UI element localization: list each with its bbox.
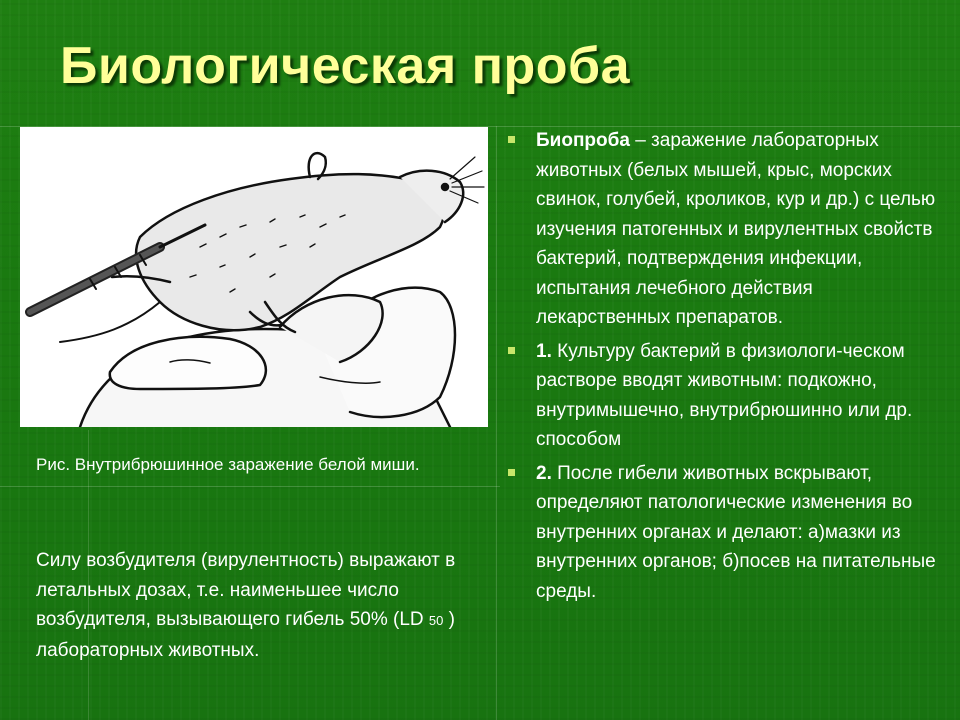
square-bullet-icon xyxy=(508,136,515,143)
bullet-item xyxy=(508,459,948,607)
bullet-item xyxy=(508,337,948,455)
virulence-paragraph xyxy=(36,546,476,665)
mouse-injection-drawing xyxy=(20,127,488,427)
bullet-text: После гибели животных вскрывают, определяют патологические изменения во внутренних органах и делают: а)мазки из внутренних органов; б)посев на питательные среды. xyxy=(536,462,936,602)
bullet-term: 2. xyxy=(536,462,552,484)
divider-line xyxy=(0,486,500,487)
bullet-text: Культуру бактерий в физиологи-ческом растворе вводят животным: подкожно, внутримышечно, внутрибрюшинно или др. способом xyxy=(536,340,913,450)
square-bullet-icon xyxy=(508,347,515,354)
divider-line xyxy=(496,126,497,720)
bullet-text: – заражение лабораторных животных (белых мышей, крыс, морских свинок, голубей, кроликов, кур и др.) с целью изучения патогенных и вирулентных свойств бактерий, подтверждения инфекции, испытания лечебного действия лекарственных препаратов. xyxy=(536,130,936,328)
bullet-term: Биопроба xyxy=(536,130,630,151)
bullet-term: 1. xyxy=(536,340,552,362)
figure-caption: Рис. Внутрибрюшинное заражение белой миши. xyxy=(36,455,420,474)
virulence-text-end: ) лабораторных животных. xyxy=(36,609,455,661)
bullet-list xyxy=(508,126,948,610)
ld-subscript: 50 xyxy=(428,613,444,628)
square-bullet-icon xyxy=(508,469,515,476)
slide-title: Биологическая проба xyxy=(60,37,631,95)
mouse-injection-illustration xyxy=(20,127,488,427)
virulence-text: Силу возбудителя (вирулентность) выражают в летальных дозах, т.е. наименьшее число возбудителя, вызывающего гибель 50% (LD xyxy=(36,550,456,630)
bullet-item xyxy=(508,126,948,333)
